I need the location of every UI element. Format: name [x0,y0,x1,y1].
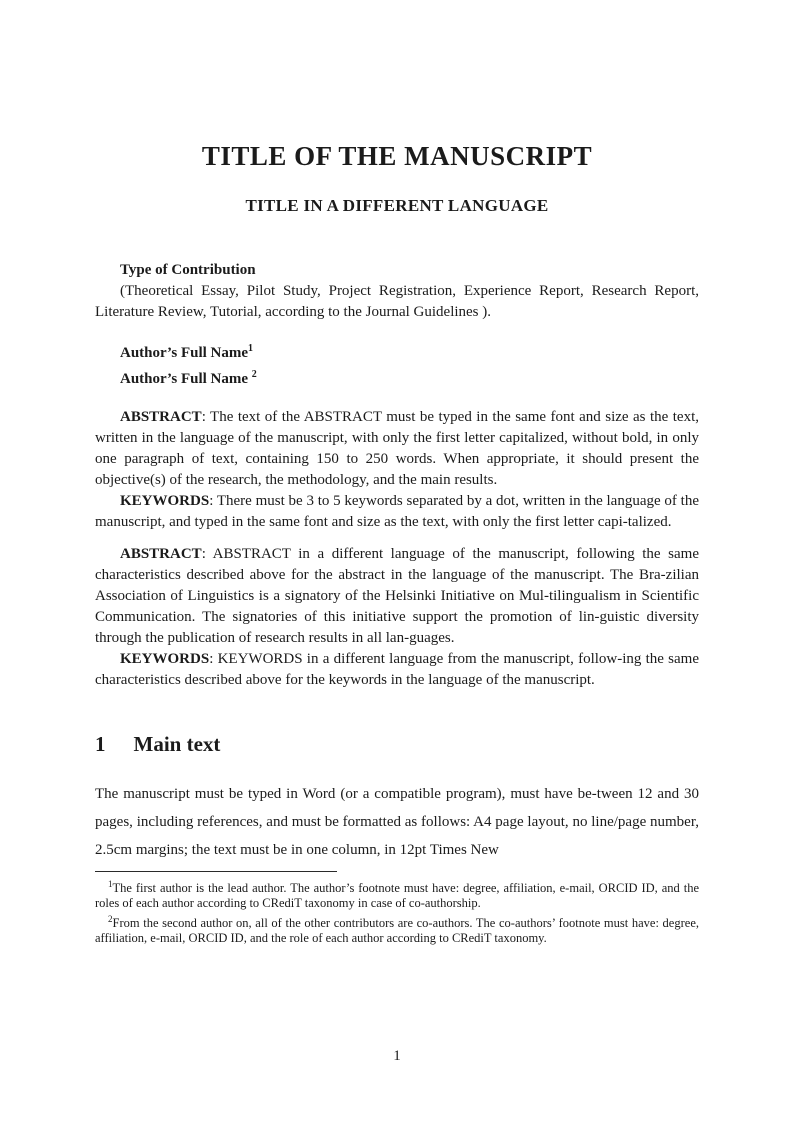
page-content [95,0,699,946]
footnote-rule [95,871,337,872]
section-title: Main text [133,732,221,756]
contribution-text: (Theoretical Essay, Pilot Study, Project Registration, Experience Report, Research Report, Literature Review, Tutorial, according to the Journal Guidelines ). [95,283,699,320]
footnote-text-1: The first author is the lead author. The author’s footnote must have: degree, affiliation, e-mail, ORCID ID, and the roles of each author according to CRediT taxonomy in case of co-authorship. [95,881,699,911]
document-title: TITLE OF THE MANUSCRIPT [201,141,593,171]
footnote-1 [95,877,699,912]
section-number: 1 [95,732,106,756]
abstract-secondary-paragraph [95,544,699,649]
main-text-paragraph: The manuscript must be typed in Word (or a compatible program), must have be-tween 12 and 30 pages, including references, and must be formatted as follows: A4 page layout, no line/page number, 2.5cm margins; the text must be in one column, in 12pt Times New [95,786,699,858]
abstract-primary-label: ABSTRACT [120,409,202,425]
document-subtitle: TITLE IN A DIFFERENT LANGUAGE [245,196,549,215]
footnote-text-2: From the second author on, all of the other contributors are co-authors. The co-authors’ footnote must have: degree, affiliation, e-mail, ORCID ID, and the role of each author according to CRediT taxonomy. [95,915,699,945]
author-footnote-ref-2: 2 [251,369,257,380]
footnote-ref-1: 1 [108,879,113,889]
keywords-primary-text: : There must be 3 to 5 keywords separated by a dot, written in the language of the manuscript, and typed in the same font and size as the text, with only the first letter capi-talized. [95,493,699,530]
keywords-secondary-label: KEYWORDS [120,651,210,667]
abstract-primary-paragraph [95,407,699,491]
author-name-1: Author’s Full Name [120,345,249,361]
author-footnote-ref-1: 1 [248,343,254,354]
author-name-2: Author’s Full Name [120,371,252,387]
footnote-ref-2: 2 [108,913,113,924]
keywords-secondary-text: : KEYWORDS in a different language from the manuscript, follow-ing the same characteristics described above for the keywords in the language of the manuscript. [95,651,699,688]
footnote-2 [95,912,699,947]
keywords-secondary-paragraph [95,649,699,691]
author-line-2 [95,364,699,390]
author-list [95,338,699,390]
author-line-1 [95,338,699,364]
abstract-primary-text: : The text of the ABSTRACT must be typed in the same font and size as the text, written in the language of the manuscript, with only the first letter capitalized, without bold, in only one paragraph of text, containing 150 to 250 words. When appropriate, it should present the objective(s) of the research, the methodology, and the main results. [95,409,699,488]
section-heading-main-text [95,731,699,757]
contribution-heading: Type of Contribution [120,262,256,278]
footnote-area [95,871,699,946]
page-number: 1 [393,1048,401,1064]
abstract-secondary-label: ABSTRACT [120,546,202,562]
abstract-secondary-text: : ABSTRACT in a different language of the manuscript, following the same characteristics described above for the abstract in the language of the manuscript. The Bra-zilian Association of Linguistics is a signatory of the Helsinki Initiative on Mul-tilingualism in Scientific Communication. The signatories of this initiative support the promotion of lin-guistic diversity through the publication of research results in all lan-guages. [95,546,699,646]
keywords-primary-paragraph [95,491,699,533]
keywords-primary-label: KEYWORDS [120,493,210,509]
